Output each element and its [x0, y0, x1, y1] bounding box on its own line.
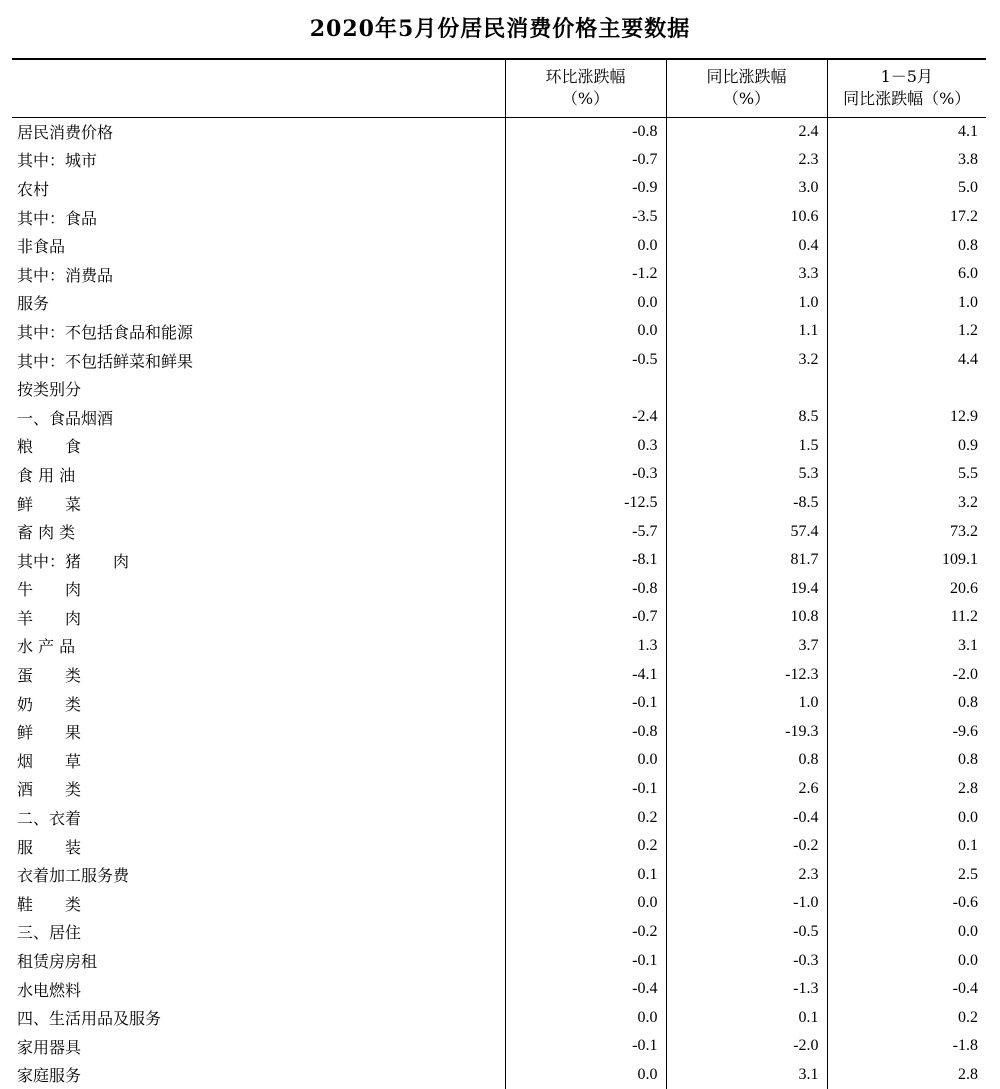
cell-mom: -0.7: [505, 603, 666, 632]
cell-ytd: 20.6: [827, 575, 986, 604]
cell-ytd: 0.9: [827, 432, 986, 461]
cell-mom: -0.2: [505, 918, 666, 947]
row-label: 其中：猪 肉: [17, 551, 130, 571]
row-label: 非食品: [17, 237, 66, 257]
row-label: 其中：城市: [17, 151, 98, 171]
cell-yoy: 3.1: [666, 1061, 827, 1089]
cell-yoy: -0.3: [666, 946, 827, 975]
cell-ytd: 0.0: [827, 946, 986, 975]
cell-yoy: 3.7: [666, 632, 827, 661]
row-label: 租赁房房租: [17, 952, 98, 972]
row-label: 其中：不包括食品和能源: [17, 322, 194, 342]
cell-mom: -2.4: [505, 403, 666, 432]
cell-mom: 0.0: [505, 231, 666, 260]
table-row: [12, 146, 986, 175]
cell-ytd: 1.0: [827, 289, 986, 318]
cell-mom: -0.3: [505, 460, 666, 489]
cell-yoy: 10.8: [666, 603, 827, 632]
row-label: 农村: [17, 179, 50, 199]
table-row: [12, 231, 986, 260]
table-row: [12, 1032, 986, 1061]
row-label: 家庭服务: [17, 1066, 82, 1086]
table-row: [12, 575, 986, 604]
header-ytd-line2: 同比涨跌幅（%）: [843, 89, 971, 109]
table-row: [12, 660, 986, 689]
cell-mom: 0.1: [505, 860, 666, 889]
header-yoy-line1: 同比涨跌幅: [706, 67, 787, 87]
row-label: 四、生活用品及服务: [17, 1009, 162, 1029]
table-row: [12, 803, 986, 832]
cell-mom: 0.0: [505, 1061, 666, 1089]
cell-mom: 0.3: [505, 432, 666, 461]
cell-ytd: -9.6: [827, 717, 986, 746]
cell-yoy: 81.7: [666, 546, 827, 575]
row-label: 按类别分: [17, 380, 82, 400]
cell-ytd: 6.0: [827, 260, 986, 289]
cell-mom: -1.2: [505, 260, 666, 289]
row-label: 酒 类: [17, 780, 82, 800]
row-label: 居民消费价格: [17, 123, 114, 143]
cell-yoy: 3.3: [666, 260, 827, 289]
cell-ytd: 0.8: [827, 689, 986, 718]
page-title: 2020年5月份居民消费价格主要数据: [309, 16, 691, 42]
cell-ytd: 4.1: [827, 117, 986, 146]
cell-yoy: 0.8: [666, 746, 827, 775]
cell-mom: -0.8: [505, 717, 666, 746]
cell-yoy: -1.3: [666, 975, 827, 1004]
cell-mom: 0.0: [505, 289, 666, 318]
cell-mom: 0.2: [505, 832, 666, 861]
row-label: 服 装: [17, 837, 82, 857]
row-label: 家用器具: [17, 1037, 82, 1057]
cell-mom: -0.8: [505, 575, 666, 604]
cell-mom: -5.7: [505, 517, 666, 546]
cell-ytd: 1.2: [827, 317, 986, 346]
cell-yoy: -19.3: [666, 717, 827, 746]
cell-ytd: [827, 374, 986, 403]
cell-yoy: 2.4: [666, 117, 827, 146]
table-row: [12, 775, 986, 804]
cell-yoy: 3.0: [666, 174, 827, 203]
cell-mom: -8.1: [505, 546, 666, 575]
cell-yoy: 1.1: [666, 317, 827, 346]
cell-yoy: 2.3: [666, 860, 827, 889]
cell-mom: -0.4: [505, 975, 666, 1004]
cell-mom: -4.1: [505, 660, 666, 689]
table-row: [12, 289, 986, 318]
table-row: [12, 1061, 986, 1089]
cell-ytd: 2.8: [827, 1061, 986, 1089]
cell-yoy: 8.5: [666, 403, 827, 432]
cell-yoy: -0.4: [666, 803, 827, 832]
cell-mom: -0.1: [505, 775, 666, 804]
table-row: [12, 946, 986, 975]
table-row: [12, 489, 986, 518]
cell-mom: 0.0: [505, 1003, 666, 1032]
cell-yoy: -1.0: [666, 889, 827, 918]
cell-ytd: 3.8: [827, 146, 986, 175]
cell-ytd: 0.0: [827, 803, 986, 832]
table-row: [12, 746, 986, 775]
cell-yoy: 1.5: [666, 432, 827, 461]
cell-yoy: 0.1: [666, 1003, 827, 1032]
cell-ytd: 11.2: [827, 603, 986, 632]
cell-mom: -0.1: [505, 946, 666, 975]
cell-ytd: 5.5: [827, 460, 986, 489]
table-row: [12, 374, 986, 403]
table-header-row: [12, 59, 986, 117]
row-label: 牛 肉: [17, 580, 82, 600]
row-label: 鲜 菜: [17, 494, 82, 514]
row-label: 服务: [17, 294, 50, 314]
table-row: [12, 460, 986, 489]
cell-mom: [505, 374, 666, 403]
cell-yoy: 0.4: [666, 231, 827, 260]
table-row: [12, 260, 986, 289]
cell-yoy: 10.6: [666, 203, 827, 232]
cell-yoy: 3.2: [666, 346, 827, 375]
table-row: [12, 860, 986, 889]
cell-mom: -12.5: [505, 489, 666, 518]
row-label: 其中：食品: [17, 208, 98, 228]
cell-mom: 1.3: [505, 632, 666, 661]
table-row: [12, 346, 986, 375]
cell-yoy: -2.0: [666, 1032, 827, 1061]
cell-ytd: 2.5: [827, 860, 986, 889]
header-mom-line1: 环比涨跌幅: [545, 67, 626, 87]
cell-ytd: 12.9: [827, 403, 986, 432]
cell-ytd: -1.8: [827, 1032, 986, 1061]
cell-ytd: 0.8: [827, 746, 986, 775]
row-label: 其中：消费品: [17, 265, 114, 285]
cell-ytd: 3.2: [827, 489, 986, 518]
table-row: [12, 546, 986, 575]
cell-yoy: -12.3: [666, 660, 827, 689]
table-row: [12, 1003, 986, 1032]
cell-yoy: 1.0: [666, 289, 827, 318]
table-row: [12, 832, 986, 861]
row-label: 三、居住: [17, 923, 82, 943]
row-label: 二、衣着: [17, 809, 82, 829]
header-yoy: [666, 59, 827, 117]
header-item: [12, 59, 505, 117]
cell-mom: -0.1: [505, 689, 666, 718]
table-row: [12, 689, 986, 718]
cell-yoy: 5.3: [666, 460, 827, 489]
table-row: [12, 517, 986, 546]
table-row: [12, 403, 986, 432]
cell-ytd: 0.2: [827, 1003, 986, 1032]
cell-ytd: 5.0: [827, 174, 986, 203]
row-label: 粮 食: [17, 437, 82, 457]
table-row: [12, 717, 986, 746]
cell-mom: -0.7: [505, 146, 666, 175]
table-row: [12, 975, 986, 1004]
cell-mom: 0.0: [505, 746, 666, 775]
cell-yoy: 19.4: [666, 575, 827, 604]
cell-yoy: 1.0: [666, 689, 827, 718]
cell-ytd: 0.1: [827, 832, 986, 861]
cpi-table: [12, 58, 986, 1089]
table-row: [12, 117, 986, 146]
cell-mom: 0.0: [505, 317, 666, 346]
table-row: [12, 603, 986, 632]
cell-mom: -3.5: [505, 203, 666, 232]
cell-ytd: -0.4: [827, 975, 986, 1004]
cell-mom: 0.2: [505, 803, 666, 832]
cell-ytd: 0.0: [827, 918, 986, 947]
cell-ytd: 73.2: [827, 517, 986, 546]
cell-mom: -0.8: [505, 117, 666, 146]
cell-ytd: -2.0: [827, 660, 986, 689]
row-label: 鲜 果: [17, 723, 82, 743]
row-label: 畜 肉 类: [17, 523, 76, 543]
cell-ytd: 2.8: [827, 775, 986, 804]
cell-mom: -0.1: [505, 1032, 666, 1061]
cell-ytd: 109.1: [827, 546, 986, 575]
row-label: 烟 草: [17, 751, 82, 771]
cell-yoy: -0.5: [666, 918, 827, 947]
header-ytd: [827, 59, 986, 117]
cell-yoy: [666, 374, 827, 403]
row-label: 一、食品烟酒: [17, 408, 114, 428]
cell-ytd: 4.4: [827, 346, 986, 375]
row-label: 其中：不包括鲜菜和鲜果: [17, 351, 194, 371]
header-mom: [505, 59, 666, 117]
cell-ytd: 0.8: [827, 231, 986, 260]
cell-ytd: -0.6: [827, 889, 986, 918]
table-row: [12, 317, 986, 346]
table-row: [12, 174, 986, 203]
table-row: [12, 632, 986, 661]
row-label: 水 产 品: [17, 637, 76, 657]
table-row: [12, 889, 986, 918]
row-label: 食 用 油: [17, 465, 76, 485]
cell-mom: -0.9: [505, 174, 666, 203]
table-row: [12, 432, 986, 461]
cell-ytd: 3.1: [827, 632, 986, 661]
cell-mom: 0.0: [505, 889, 666, 918]
cell-yoy: 57.4: [666, 517, 827, 546]
cell-yoy: -0.2: [666, 832, 827, 861]
row-label: 鞋 类: [17, 894, 82, 914]
row-label: 奶 类: [17, 694, 82, 714]
header-ytd-line1: 1－5月: [880, 67, 933, 87]
row-label: 衣着加工服务费: [17, 866, 130, 886]
cell-ytd: 17.2: [827, 203, 986, 232]
table-row: [12, 918, 986, 947]
cell-yoy: 2.6: [666, 775, 827, 804]
row-label: 蛋 类: [17, 666, 82, 686]
header-yoy-line2: （%）: [722, 89, 771, 109]
cell-yoy: -8.5: [666, 489, 827, 518]
header-mom-line2: （%）: [561, 89, 610, 109]
row-label: 羊 肉: [17, 608, 82, 628]
cell-mom: -0.5: [505, 346, 666, 375]
table-row: [12, 203, 986, 232]
row-label: 水电燃料: [17, 980, 82, 1000]
cell-yoy: 2.3: [666, 146, 827, 175]
